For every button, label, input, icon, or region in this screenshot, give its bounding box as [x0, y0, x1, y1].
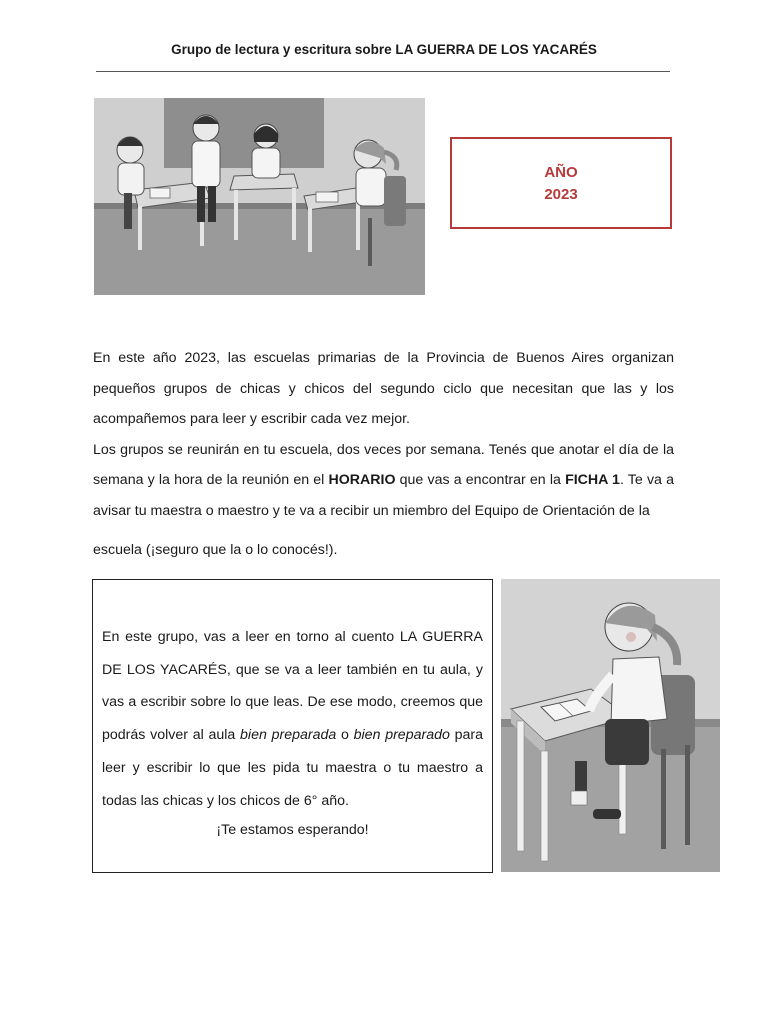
- year-box: [450, 137, 672, 229]
- intro-paragraph-2-end: escuela (¡seguro que la o lo conocés!).: [93, 542, 338, 558]
- ficha-keyword: FICHA 1: [565, 472, 620, 488]
- header-divider: [96, 71, 670, 72]
- intro-p2-text-a: Los grupos se reunirán en tu escuela, dos veces por semana. Tenés que anotar el día de la semana y la hora de la reunión en el: [93, 441, 674, 488]
- intro-p2-text-c: que vas a encontrar en la: [395, 472, 566, 488]
- info-paragraph: [102, 621, 483, 817]
- classroom-illustration: [94, 98, 425, 295]
- page-title: Grupo de lectura y escritura sobre LA GUERRA DE LOS YACARÉS: [171, 42, 597, 57]
- info-emphasis-2: bien preparado: [353, 727, 450, 744]
- intro-paragraph-2: [93, 435, 674, 527]
- intro-p2-text-e: . Te va a avisar tu maestra o maestro y te va a recibir un miembro del Equipo de Orientación de la: [93, 472, 674, 519]
- closing-message: ¡Te estamos esperando!: [216, 822, 369, 839]
- info-emphasis-1: bien preparada: [240, 727, 337, 744]
- info-text-3: o: [336, 727, 354, 744]
- info-text-5: para leer y escribir lo que les pida tu maestra o tu maestro a todas las chicas y los chicos de 6° año.: [102, 727, 484, 809]
- info-text-1: En este grupo, vas a leer en torno al cuento LA GUERRA DE LOS YACARÉS, que se va a leer también en tu aula, y vas a escribir sobre lo que leas. De ese modo, creemos que podrás volver al aula: [102, 629, 483, 744]
- horario-keyword: HORARIO: [328, 472, 396, 488]
- year-label: AÑO: [544, 164, 578, 181]
- year-value: 2023: [544, 186, 578, 203]
- intro-paragraph-1: En este año 2023, las escuelas primarias de la Provincia de Buenos Aires organizan pequeños grupos de chicas y chicos del segundo ciclo que necesitan que las y los acompañemos para leer y escribir cada vez mejor.: [93, 350, 674, 427]
- intro-text: [93, 343, 674, 566]
- info-box: [92, 579, 493, 873]
- girl-reading-illustration: [501, 579, 720, 872]
